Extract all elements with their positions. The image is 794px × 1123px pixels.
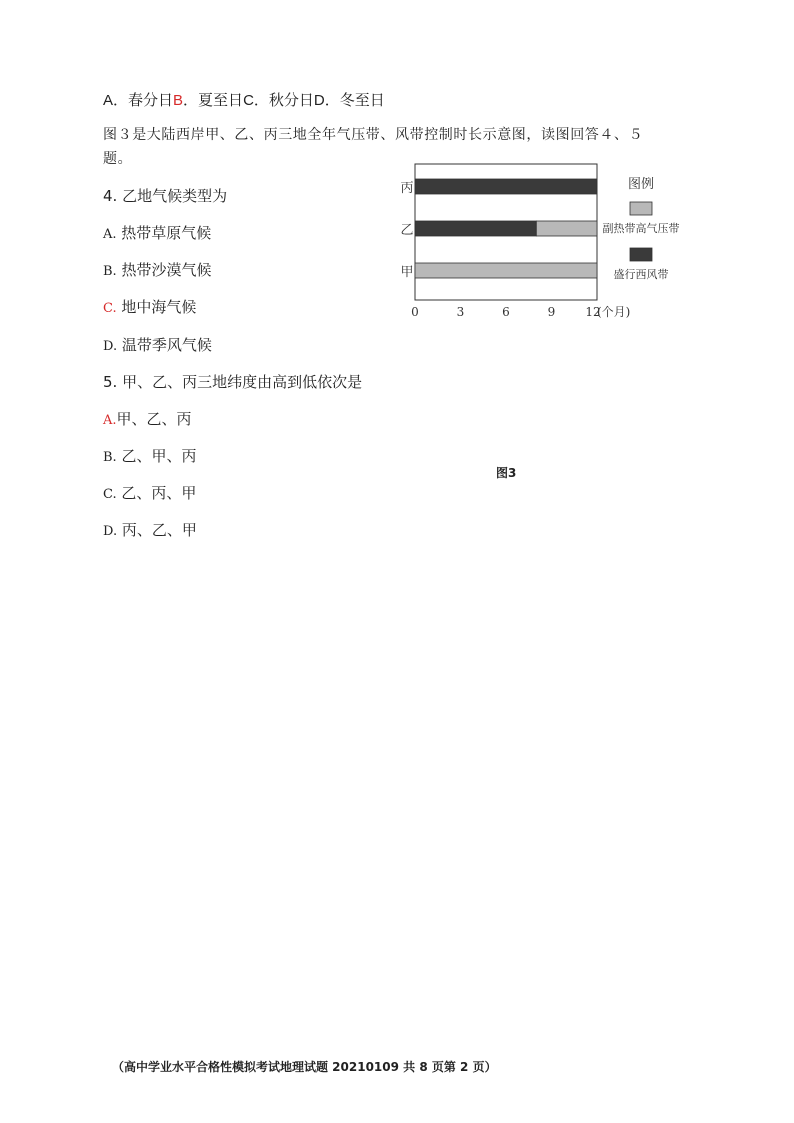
q5-option-c: C. 乙、丙、甲 <box>103 484 197 502</box>
q4-option-b: B. 热带沙漠气候 <box>103 261 212 279</box>
x-tick-label: 12 <box>585 305 601 319</box>
legend-label-0: 盛行西风带 <box>613 268 669 281</box>
bar-乙-series-0 <box>415 221 536 236</box>
legend-swatch-0 <box>630 248 652 261</box>
q4-stem: 4. 乙地气候类型为 <box>103 187 228 205</box>
category-label: 乙 <box>400 223 414 238</box>
intro-line-2: 题。 <box>103 151 133 167</box>
bar-乙-series-1 <box>536 221 597 236</box>
q5-option-d: D. 丙、乙、甲 <box>103 521 197 539</box>
figure-caption: 图3 <box>496 466 517 480</box>
legend-title: 图例 <box>627 177 655 192</box>
x-tick-label: 6 <box>502 305 510 319</box>
prev-option-a: A．春分日 <box>103 91 174 109</box>
page-footer: （高中学业水平合格性模拟考试地理试题 20210109 共 8 页第 2 页） <box>112 1060 497 1074</box>
q4-option-d: D. 温带季风气候 <box>103 336 212 354</box>
q4-option-c: C. 地中海气候 <box>103 298 197 316</box>
q5-option-a: A.甲、乙、丙 <box>103 410 192 428</box>
category-label: 丙 <box>400 181 414 196</box>
q4-option-a: A. 热带草原气候 <box>103 224 212 242</box>
prev-option-b: B．夏至日 <box>173 91 244 109</box>
x-tick-label: 0 <box>411 305 419 319</box>
legend-swatch-1 <box>630 202 652 215</box>
x-axis-unit: (个月) <box>597 305 631 319</box>
bar-丙-series-0 <box>415 179 597 194</box>
figure-3-chart <box>395 160 705 330</box>
q5-option-b: B. 乙、甲、丙 <box>103 447 197 465</box>
bar-甲-series-1 <box>415 263 597 278</box>
q5-stem: 5. 甲、乙、丙三地纬度由高到低依次是 <box>103 373 363 391</box>
prev-question-options <box>103 93 385 108</box>
prev-option-d: D．冬至日 <box>313 91 385 109</box>
x-tick-label: 3 <box>456 305 465 319</box>
x-tick-label: 9 <box>547 305 556 319</box>
legend-label-1: 副热带高气压带 <box>602 222 680 235</box>
prev-option-c: C．秋分日 <box>243 91 314 109</box>
intro-line-1: 图３是大陆西岸甲、乙、丙三地全年气压带、风带控制时长示意图，读图回答４、５ <box>103 127 644 143</box>
category-label: 甲 <box>400 265 414 280</box>
